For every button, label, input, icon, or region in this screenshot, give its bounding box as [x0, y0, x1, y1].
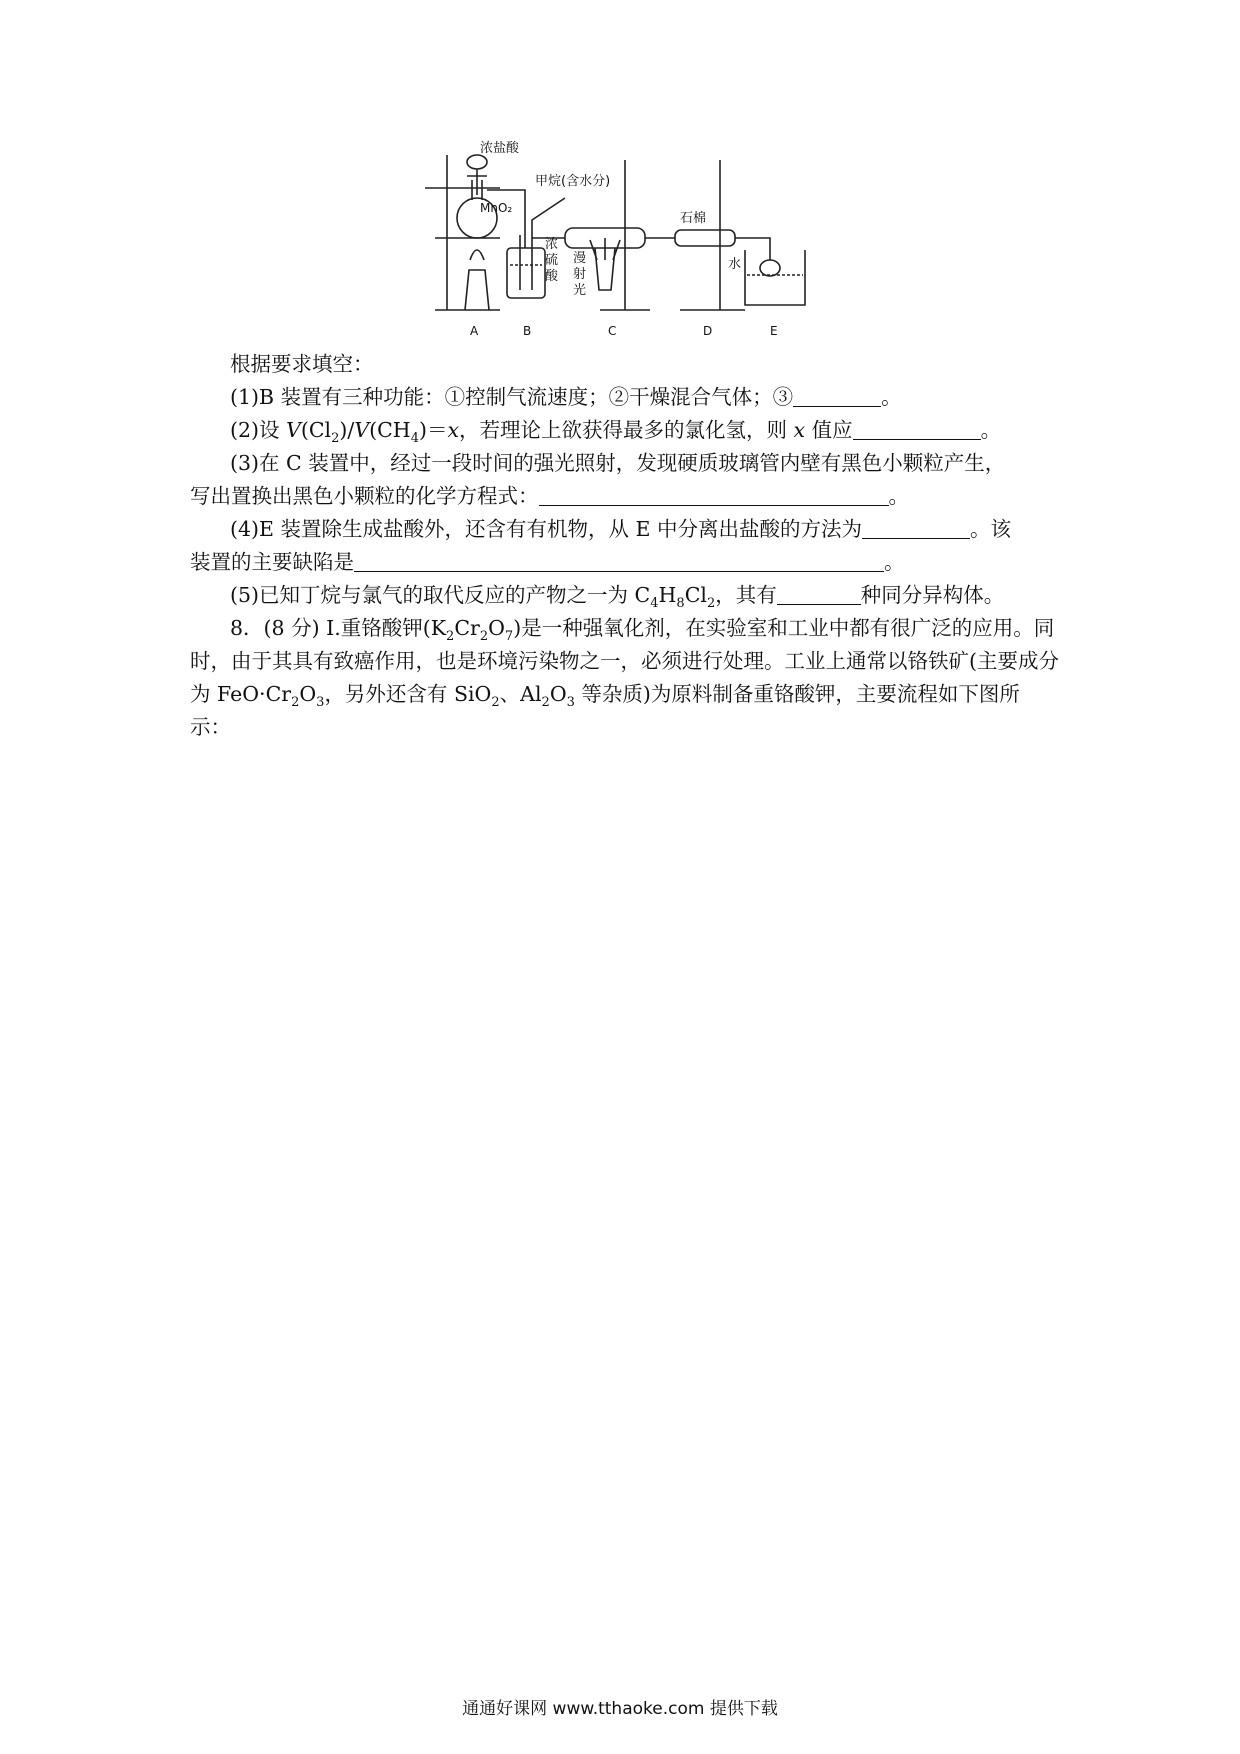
question-4-line-2: 装置的主要缺陷是 。 [190, 550, 905, 574]
blank-q5[interactable] [777, 584, 861, 605]
letter-d: D [703, 324, 713, 338]
blank-q4a[interactable] [862, 518, 970, 539]
label-light-3: 光 [573, 283, 587, 298]
label-h2so4-2: 硫 [545, 253, 559, 268]
apparatus-figure [425, 140, 1065, 350]
intro-line: 根据要求填空： [230, 352, 374, 376]
question-8: 8．(8 分) Ⅰ.重铬酸钾$(K_2Cr_2O_7)$是一种强氧化剂，在实验室和工业中都有很广泛的应用。同时，由于其具有致癌作用，也是环境污染物之一，必须进行处理。工业上通常以铬铁矿(主要成分为 $FeO\cdot Cr_2O_3$，另外还含有 SiO$_2$、$Al_2O_3$ 等杂质)为原料制备重铬酸钾，主要流程如下图所示： [190, 616, 1059, 739]
label-water: 水 [728, 257, 742, 272]
blank-q3[interactable] [539, 485, 889, 506]
question-text [190, 348, 1060, 744]
question-3-line-1: (3)在 C 装置中，经过一段时间的强光照射，发现硬质玻璃管内壁有黑色小颗粒产生， [230, 451, 1006, 475]
question-1: (1)B 装置有三种功能：①控制气流速度；②干燥混合气体；③ 。 [230, 385, 902, 409]
label-methane: 甲烷(含水分) [535, 174, 611, 189]
letter-e: E [770, 324, 778, 338]
blank-q1[interactable] [793, 386, 881, 407]
blank-q2[interactable] [853, 419, 981, 440]
letter-c: C [608, 324, 617, 338]
question-4-line-1: (4)E 装置除生成盐酸外，还含有有机物，从 E 中分离出盐酸的方法为 。该 [230, 517, 1012, 541]
question-5: (5)已知丁烷与氯气的取代反应的产物之一为 $C_4H_8Cl_2$，其有 种同分异构体。 [230, 583, 1005, 612]
letter-a: A [470, 324, 479, 338]
label-light-1: 漫 [573, 251, 587, 266]
label-h2so4-1: 浓 [545, 237, 559, 252]
label-mno2: MnO₂ [480, 201, 513, 215]
question-2: (2)设 $V(Cl_2)/V(CH_4)=x$，若理论上欲获得最多的氯化氢，则 x 值应 。 [230, 418, 1002, 447]
letter-b: B [523, 324, 532, 338]
question-3-line-2: 写出置换出黑色小颗粒的化学方程式： 。 [190, 484, 909, 508]
label-h2so4-3: 酸 [545, 269, 559, 284]
page-footer: 通通好课网 www.tthaoke.com 提供下载 [462, 1699, 778, 1719]
label-hcl: 浓盐酸 [480, 141, 520, 156]
blank-q4b[interactable] [354, 551, 884, 572]
apparatus-diagram [425, 140, 1065, 350]
label-light-2: 射 [573, 267, 587, 282]
label-asbestos: 石棉 [680, 211, 707, 226]
